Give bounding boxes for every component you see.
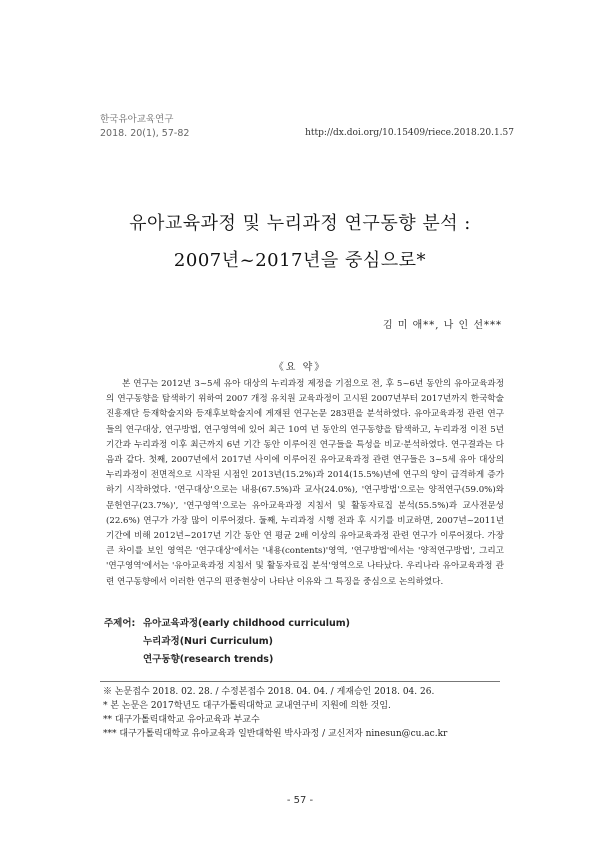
paper-title-line2: 2007년~2017년을 중심으로* bbox=[173, 250, 427, 271]
keyword-item: 누리과정(Nuri Curriculum) bbox=[143, 636, 274, 647]
paper-title-line1: 유아교육과정 및 누리과정 연구동향 분석 : bbox=[129, 213, 471, 234]
journal-info bbox=[100, 113, 189, 141]
abstract-heading: 《요 약》 bbox=[273, 362, 327, 373]
doi-link[interactable]: http://dx.doi.org/10.15409/riece.2018.20.1.57 bbox=[305, 128, 514, 138]
journal-volume: 2018. 20(1), 57-82 bbox=[100, 128, 190, 139]
keyword-item: 유아교육과정(early childhood curriculum) bbox=[143, 618, 351, 629]
page-number: - 57 - bbox=[286, 795, 314, 806]
footnote-funding: * 본 논문은 2017학년도 대구가톨릭대학교 교내연구비 지원에 의한 것임. bbox=[103, 701, 391, 711]
abstract-body: 본 연구는 2012년 3~5세 유아 대상의 누리과정 제정을 기점으로 전, 후 5~6년 동안의 유아교육과정의 연구동향을 탐색하기 위하여 2007 개정 유치원 교육과정이 고시된 2007년부터 2017년까지 한국학술진흥재단 등재학술지와 등재후보학술지에 게재된 연구논문 283편을 분석하였다. 유아교육과정 관련 연구들의 연구대상, 연구방법, 연구영역에 있어 최근 10여 년 동안의 연구동향을 탐색하고, 누리과정 이전 5년 기간과 누리과정 이후 최근까지 6년 기간 동안 이루어진 연구들을 특성을 비교·분석하였다. 연구결과는 다음과 같다. 첫째, 2007년에서 2017년 사이에 이루어진 유아교육과정 관련 연구들은 3~5세 유아 대상의 누리과정이 전면적으로 시작된 시점인 2013년(15.2%)과 2014(15.5%)년에 연구의 양이 급격하게 증가하기 시작하였다. '연구대상'으로는 내용(67.5%)과 교사(24.0%), '연구방법'으로는 양적연구(59.0%)와 문헌연구(23.7%)', '연구영역'으로는 유아교육과정 지침서 및 활동자료집 분석(55.5%)과 교사전문성(22.6%) 연구가 가장 많이 이루어졌다. 둘째, 누리과정 시행 전과 후 시기를 비교하면, 2007년~2011년 기간에 비해 2012년~2017년 기간 동안 연 평균 2배 이상의 유아교육과정 관련 연구가 이루어졌다. 가장 큰 차이를 보인 영역은 '연구대상'에서는 '내용(contents)'영역, '연구방법'에서는 '양적연구방법', 그리고 '연구영역'에서는 '유아교육과정 지침서 및 활동자료집 분석'영역으로 나타났다. 우리나라 유아교육과정 관련 연구동향에서 이러한 연구의 편중현상이 나타난 이유와 그 특징을 중심으로 논의하였다. bbox=[106, 379, 504, 587]
footnote-author2: *** 대구가톨릭대학교 유아교육과 일반대학원 박사과정 / 교신저자 ninesun@cu.ac.kr bbox=[103, 729, 448, 739]
journal-name: 한국유아교육연구 bbox=[100, 114, 174, 125]
footnote-dates: ※ 논문접수 2018. 02. 28. / 수정본접수 2018. 04. 04. / 게재승인 2018. 04. 26. bbox=[103, 687, 435, 697]
keywords-label: 주제어: bbox=[104, 618, 136, 629]
footnote-author1: ** 대구가톨릭대학교 유아교육과 부교수 bbox=[103, 715, 260, 725]
footnote-divider bbox=[100, 681, 500, 682]
author-list: 김 미 애**, 나 인 선*** bbox=[382, 320, 502, 331]
keyword-item: 연구동향(research trends) bbox=[143, 654, 274, 665]
